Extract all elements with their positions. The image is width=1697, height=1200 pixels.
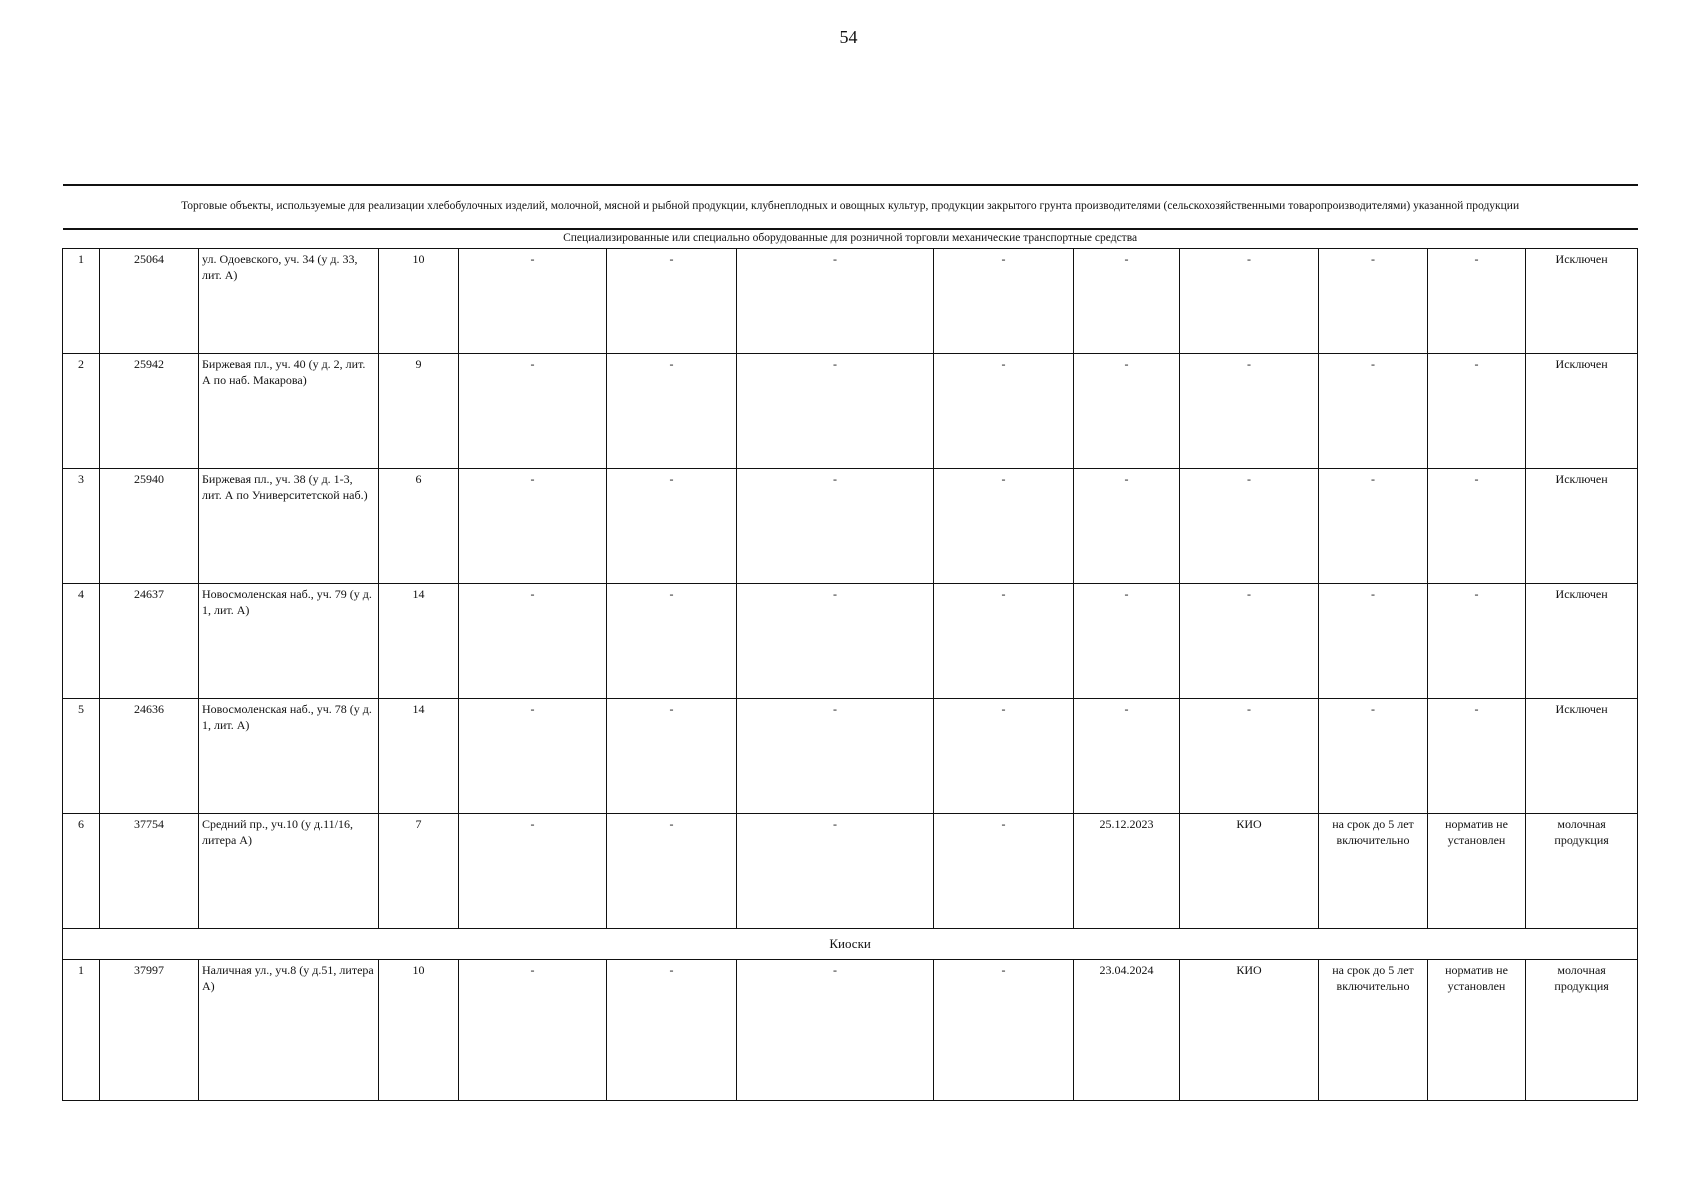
cell-term: - <box>1319 699 1428 814</box>
table-title: Торговые объекты, используемые для реализации хлебобулочных изделий, молочной, мясной и рыбной продукции, клубнеплодных и овощных культур, продукции закрытого грунта производителями (сельскохозяйственными товаропроизводителями) указанной продукции <box>63 185 1638 229</box>
cell-col-8: - <box>934 814 1074 929</box>
cell-col-7: - <box>737 814 934 929</box>
cell-col-8: - <box>934 354 1074 469</box>
cell-decision-date: - <box>1074 699 1180 814</box>
cell-object-id: 37997 <box>100 960 199 1101</box>
cell-col-8: - <box>934 249 1074 354</box>
cell-authority: - <box>1180 249 1319 354</box>
cell-standard: - <box>1428 469 1526 584</box>
cell-authority: - <box>1180 469 1319 584</box>
cell-decision-date: - <box>1074 249 1180 354</box>
cell-product-type: Исключен <box>1526 584 1638 699</box>
cell-object-id: 25942 <box>100 354 199 469</box>
cell-product-type: Исключен <box>1526 699 1638 814</box>
table-title-row <box>63 185 1638 229</box>
cell-term: - <box>1319 469 1428 584</box>
cell-area: 10 <box>379 249 459 354</box>
cell-row-number: 1 <box>63 249 100 354</box>
cell-col-6: - <box>607 960 737 1101</box>
cell-col-8: - <box>934 960 1074 1101</box>
cell-product-type: Исключен <box>1526 249 1638 354</box>
section-title: Киоски <box>63 929 1638 960</box>
cell-row-number: 2 <box>63 354 100 469</box>
cell-term: - <box>1319 354 1428 469</box>
cell-col-5: - <box>459 354 607 469</box>
cell-product-type: Исключен <box>1526 354 1638 469</box>
cell-address: Средний пр., уч.10 (у д.11/16, литера А) <box>199 814 379 929</box>
cell-authority: КИО <box>1180 960 1319 1101</box>
cell-col-7: - <box>737 960 934 1101</box>
cell-object-id: 24637 <box>100 584 199 699</box>
cell-decision-date: 23.04.2024 <box>1074 960 1180 1101</box>
cell-col-8: - <box>934 699 1074 814</box>
cell-col-5: - <box>459 699 607 814</box>
cell-col-7: - <box>737 584 934 699</box>
cell-area: 9 <box>379 354 459 469</box>
cell-standard: - <box>1428 584 1526 699</box>
cell-product-type: Исключен <box>1526 469 1638 584</box>
cell-area: 14 <box>379 699 459 814</box>
cell-decision-date: - <box>1074 584 1180 699</box>
cell-address: ул. Одоевского, уч. 34 (у д. 33, лит. А) <box>199 249 379 354</box>
cell-decision-date: 25.12.2023 <box>1074 814 1180 929</box>
cell-area: 7 <box>379 814 459 929</box>
cell-area: 14 <box>379 584 459 699</box>
cell-col-6: - <box>607 814 737 929</box>
table-row <box>63 354 1638 469</box>
cell-standard: норматив не установлен <box>1428 960 1526 1101</box>
cell-standard: - <box>1428 354 1526 469</box>
cell-col-7: - <box>737 699 934 814</box>
table-row <box>63 249 1638 354</box>
cell-col-5: - <box>459 814 607 929</box>
cell-decision-date: - <box>1074 469 1180 584</box>
cell-col-5: - <box>459 584 607 699</box>
cell-col-6: - <box>607 584 737 699</box>
cell-col-6: - <box>607 249 737 354</box>
cell-col-5: - <box>459 249 607 354</box>
cell-col-5: - <box>459 469 607 584</box>
cell-term: на срок до 5 лет включительно <box>1319 814 1428 929</box>
cell-col-8: - <box>934 469 1074 584</box>
cell-product-type: молочная продукция <box>1526 814 1638 929</box>
cell-authority: - <box>1180 354 1319 469</box>
cell-row-number: 4 <box>63 584 100 699</box>
cell-col-7: - <box>737 469 934 584</box>
cell-decision-date: - <box>1074 354 1180 469</box>
cell-term: - <box>1319 249 1428 354</box>
table-row <box>63 960 1638 1101</box>
cell-standard: - <box>1428 249 1526 354</box>
cell-address: Новосмоленская наб., уч. 79 (у д. 1, лит. А) <box>199 584 379 699</box>
cell-col-7: - <box>737 249 934 354</box>
cell-term: на срок до 5 лет включительно <box>1319 960 1428 1101</box>
cell-object-id: 25940 <box>100 469 199 584</box>
cell-address: Новосмоленская наб., уч. 78 (у д. 1, лит. А) <box>199 699 379 814</box>
cell-term: - <box>1319 584 1428 699</box>
cell-col-7: - <box>737 354 934 469</box>
cell-row-number: 3 <box>63 469 100 584</box>
page-number: 54 <box>839 27 858 47</box>
cell-authority: - <box>1180 699 1319 814</box>
table-row <box>63 469 1638 584</box>
cell-col-8: - <box>934 584 1074 699</box>
cell-row-number: 1 <box>63 960 100 1101</box>
cell-col-6: - <box>607 354 737 469</box>
cell-address: Биржевая пл., уч. 40 (у д. 2, лит. А по наб. Макарова) <box>199 354 379 469</box>
section-title: Специализированные или специально оборудованные для розничной торговли механические транспортные средства <box>63 229 1638 249</box>
cell-address: Наличная ул., уч.8 (у д.51, литера А) <box>199 960 379 1101</box>
cell-product-type: молочная продукция <box>1526 960 1638 1101</box>
cell-authority: КИО <box>1180 814 1319 929</box>
cell-area: 6 <box>379 469 459 584</box>
cell-col-6: - <box>607 699 737 814</box>
cell-col-6: - <box>607 469 737 584</box>
table-row <box>63 814 1638 929</box>
cell-standard: норматив не установлен <box>1428 814 1526 929</box>
cell-object-id: 37754 <box>100 814 199 929</box>
cell-object-id: 24636 <box>100 699 199 814</box>
cell-authority: - <box>1180 584 1319 699</box>
registry-table <box>62 184 1638 1101</box>
table-row <box>63 699 1638 814</box>
cell-col-5: - <box>459 960 607 1101</box>
cell-row-number: 6 <box>63 814 100 929</box>
cell-object-id: 25064 <box>100 249 199 354</box>
cell-row-number: 5 <box>63 699 100 814</box>
cell-area: 10 <box>379 960 459 1101</box>
cell-address: Биржевая пл., уч. 38 (у д. 1-3, лит. А по Университетской наб.) <box>199 469 379 584</box>
section-header-row <box>63 229 1638 249</box>
table-row <box>63 584 1638 699</box>
section-header-row <box>63 929 1638 960</box>
cell-standard: - <box>1428 699 1526 814</box>
